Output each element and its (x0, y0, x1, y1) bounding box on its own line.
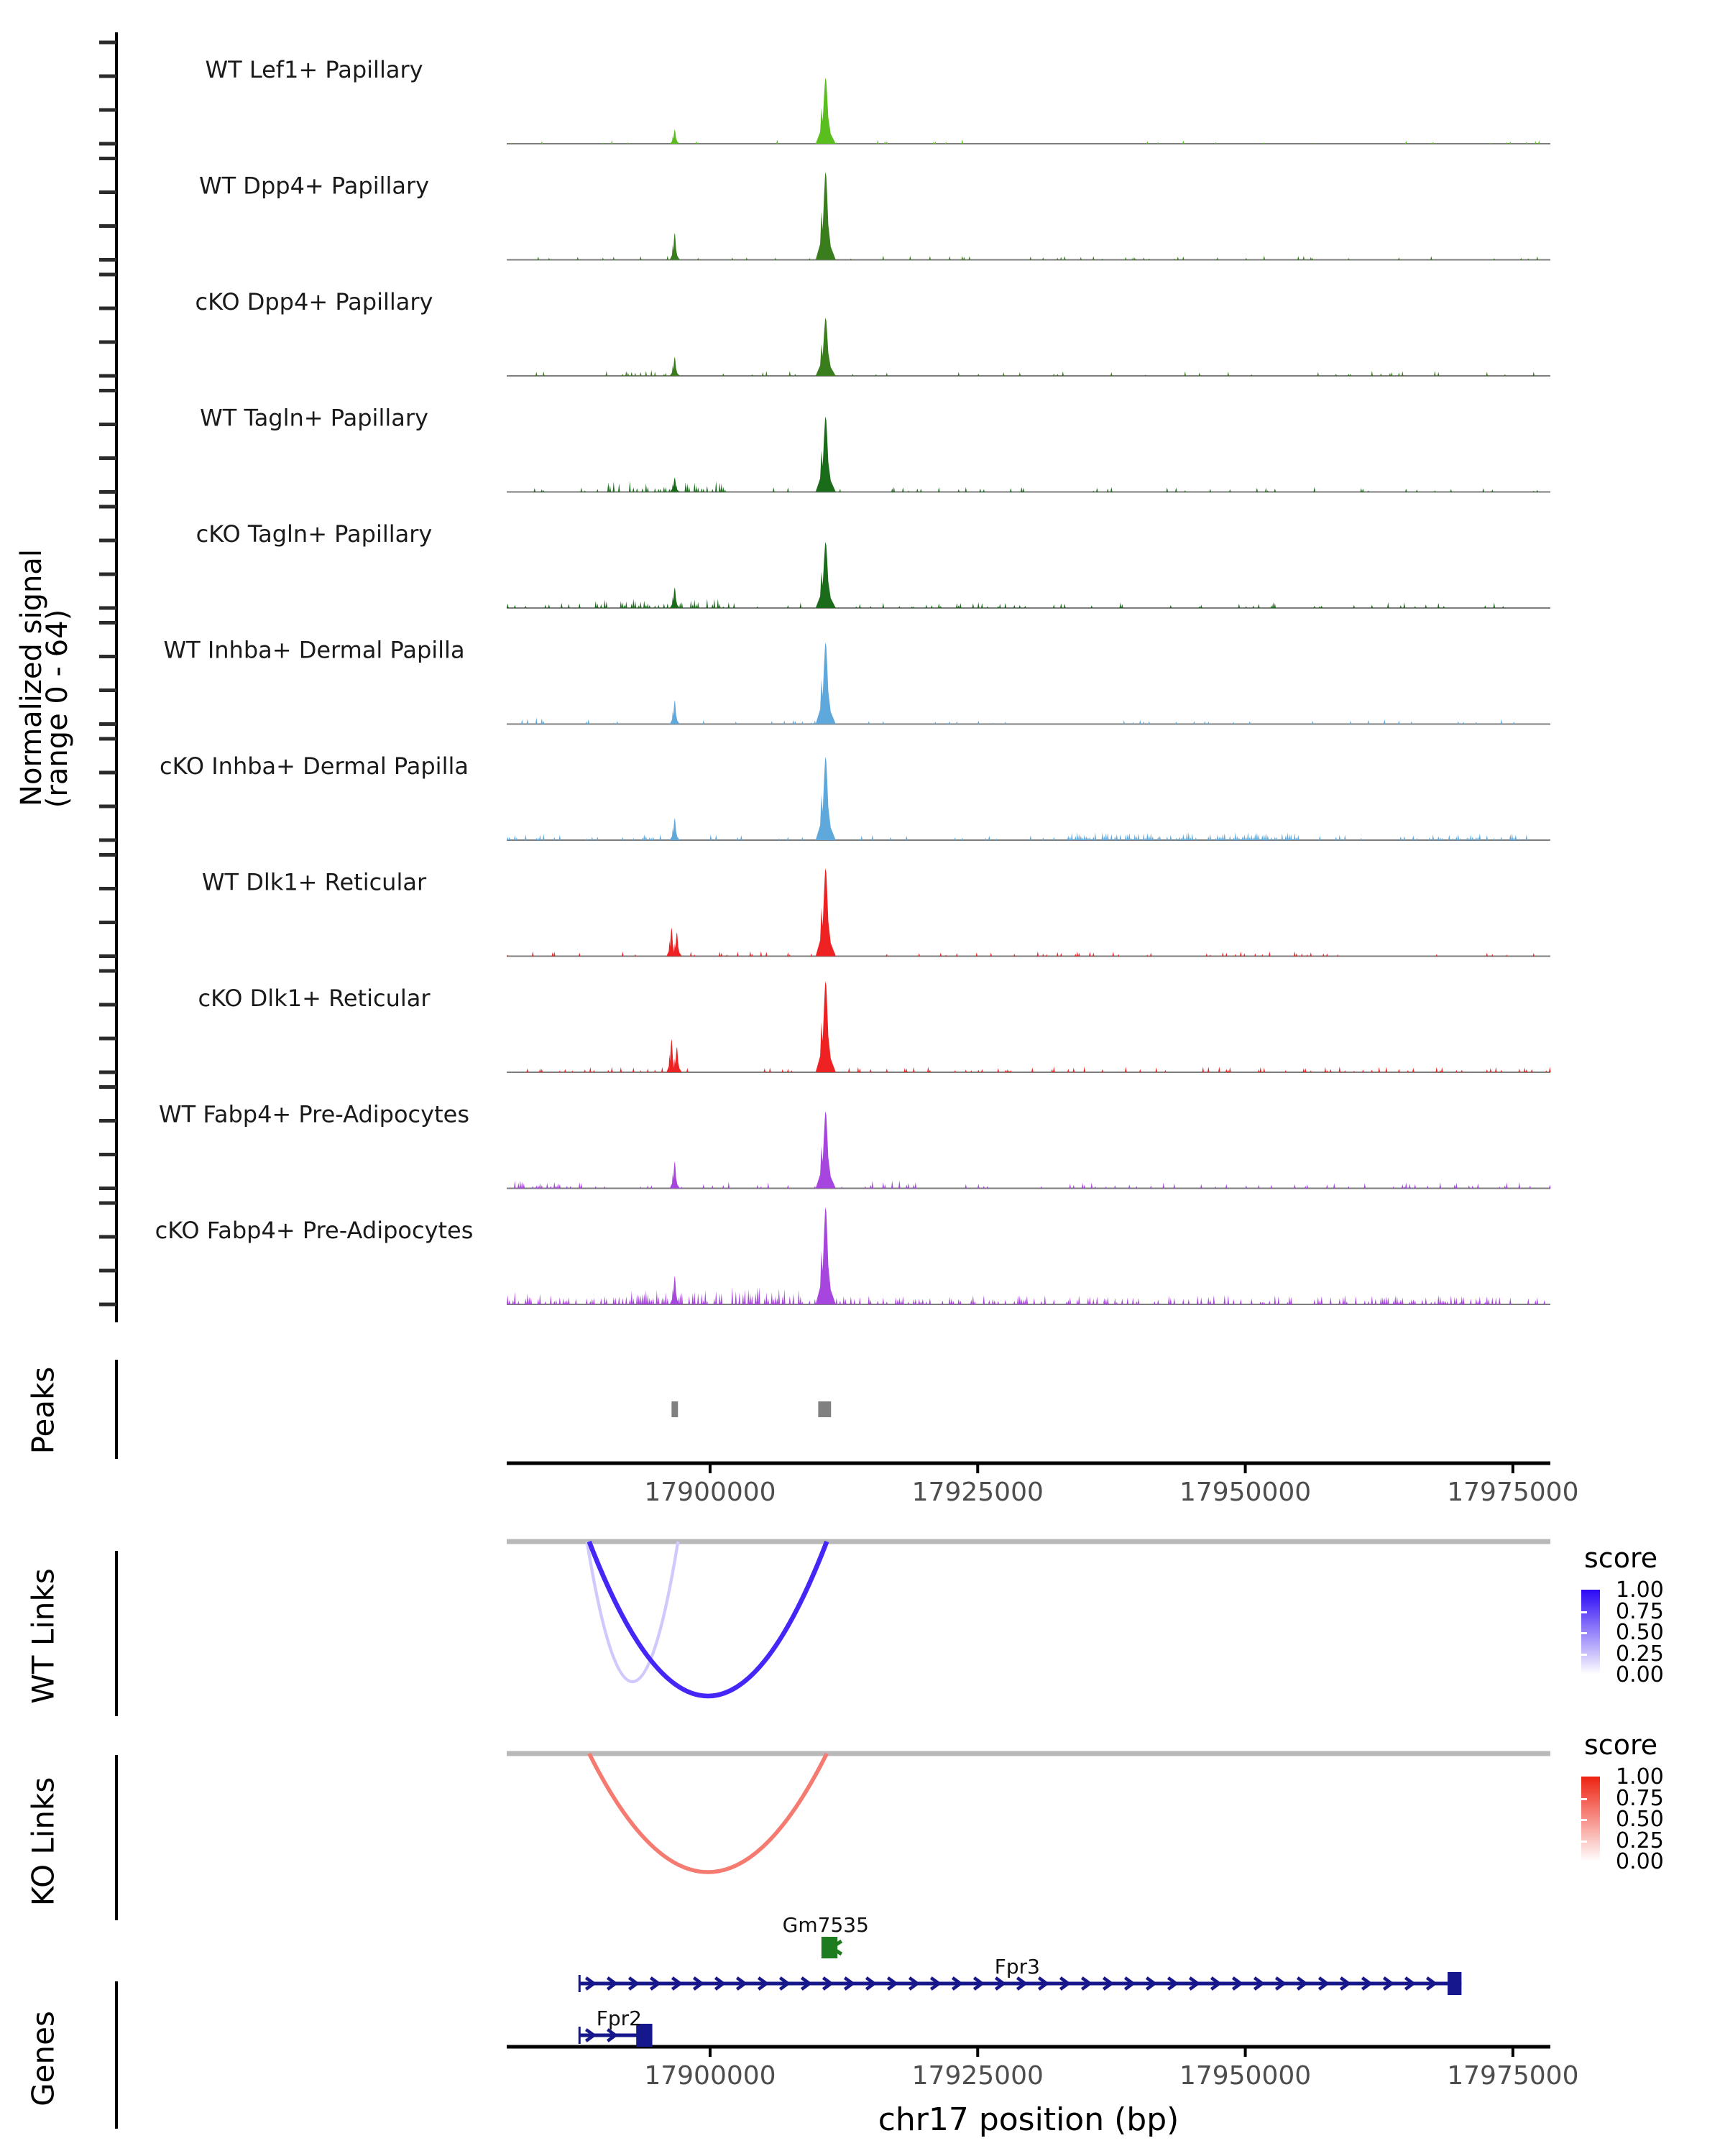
axis-tick-label: 17950000 (1179, 1478, 1312, 1507)
track-label: WT Fabp4+ Pre-Adipocytes (159, 1100, 469, 1128)
signal-track (155, 1207, 1550, 1304)
signal-noise (507, 1287, 1550, 1304)
ko-score-legend-title: score (1584, 1729, 1658, 1761)
signal-peak (816, 757, 836, 840)
signal-track (198, 981, 1550, 1072)
genes-track (579, 1913, 1461, 2047)
score-legend-tick-label: 0.75 (1616, 1598, 1664, 1624)
axis-tick-label: 17950000 (1179, 2061, 1312, 2091)
signal-peak (816, 78, 836, 144)
peaks-x-axis (507, 1463, 1578, 1507)
section-label-genes: Genes (25, 2011, 61, 2106)
signal-track (205, 56, 1550, 144)
gene-exon-box (1448, 1972, 1461, 1995)
wt-score-legend (1578, 1542, 1725, 1692)
track-label: WT Lef1+ Papillary (205, 56, 423, 83)
peak-interval-box (671, 1401, 678, 1417)
wt-score-gradient-bar (1581, 1590, 1600, 1674)
signal-peak (816, 1207, 836, 1304)
signal-peak (816, 642, 836, 724)
signal-track (160, 752, 1550, 840)
signal-noise (507, 370, 1550, 376)
signal-peak (670, 701, 680, 724)
wt-links-track (507, 1542, 1550, 1696)
score-legend-tick-label: 0.25 (1616, 1641, 1664, 1667)
signal-track (199, 172, 1550, 260)
gene (579, 2007, 652, 2047)
score-legend-tick-label: 0.00 (1616, 1662, 1664, 1687)
track-label: cKO Dpp4+ Papillary (195, 288, 433, 315)
signal-peak (816, 417, 836, 492)
link-arc (589, 1542, 827, 1696)
wt-score-legend-title: score (1584, 1542, 1658, 1574)
y-axis-label-line1: Normalized signal (15, 549, 48, 806)
link-arc (589, 1754, 827, 1872)
signal-track (163, 637, 1550, 724)
signal-track (196, 520, 1550, 608)
axis-tick-label: 17925000 (911, 2061, 1044, 2091)
signal-peak (816, 981, 836, 1072)
score-legend-tick-label: 0.00 (1616, 1849, 1664, 1874)
signal-noise (507, 482, 1550, 492)
signal-noise (507, 599, 1550, 608)
score-legend-tick-label: 1.00 (1616, 1764, 1664, 1789)
y-axis-label-line2: (range 0 - 64) (41, 609, 74, 808)
signal-noise (507, 832, 1550, 840)
peak-interval-box (818, 1401, 831, 1417)
signal-peak (670, 233, 680, 259)
signal-peak (670, 1161, 680, 1188)
signal-noise (507, 717, 1550, 724)
gene-name-label: Gm7535 (782, 1913, 869, 1937)
track-label: WT Dpp4+ Papillary (198, 172, 430, 200)
track-label: WT Tagln+ Papillary (200, 404, 428, 432)
signal-noise (507, 1181, 1551, 1189)
signal-noise (507, 952, 1550, 957)
signal-track (200, 405, 1550, 492)
axis-tick-label: 17925000 (911, 1478, 1044, 1507)
signal-peak (816, 868, 836, 957)
ko-score-legend (1578, 1729, 1725, 1879)
score-legend-tick-label: 0.50 (1616, 1807, 1664, 1832)
track-label: cKO Fabp4+ Pre-Adipocytes (155, 1217, 474, 1244)
score-legend-tick-label: 0.75 (1616, 1785, 1664, 1811)
ko-links-track (507, 1754, 1550, 1872)
section-label-wt-links: WT Links (25, 1568, 61, 1704)
gene-name-label: Fpr2 (596, 2007, 642, 2030)
section-label-ko-links: KO Links (25, 1777, 61, 1907)
track-label: cKO Dlk1+ Reticular (198, 985, 431, 1012)
axis-tick-label: 17975000 (1447, 2061, 1579, 2091)
gene (579, 1955, 1461, 1995)
bottom-x-axis (507, 2047, 1578, 2091)
link-arc (587, 1542, 678, 1682)
gene-name-label: Fpr3 (994, 1955, 1040, 1978)
track-label: WT Dlk1+ Reticular (201, 868, 427, 896)
axis-tick-label: 17975000 (1447, 1478, 1579, 1507)
signal-peak (670, 357, 680, 376)
signal-peak (816, 1111, 836, 1188)
peaks-track (671, 1401, 831, 1417)
track-label: WT Inhba+ Dermal Papilla (163, 636, 465, 664)
signal-peak (670, 818, 680, 840)
signal-noise (507, 1067, 1551, 1072)
score-legend-tick-label: 0.25 (1616, 1828, 1664, 1853)
signal-track (196, 288, 1550, 376)
signal-track (159, 1101, 1551, 1189)
signal-peak (816, 172, 836, 260)
score-legend-tick-label: 0.50 (1616, 1620, 1664, 1645)
score-legend-tick-label: 1.00 (1616, 1577, 1664, 1603)
axis-tick-label: 17900000 (644, 2061, 776, 2091)
signal-track (202, 868, 1550, 957)
signal-peak (816, 318, 836, 376)
track-label: cKO Inhba+ Dermal Papilla (160, 752, 469, 780)
signal-peak (670, 129, 680, 144)
track-label: cKO Tagln+ Papillary (196, 520, 433, 548)
signal-y-axis (99, 32, 116, 1322)
gene (783, 1913, 869, 1958)
x-axis-title: chr17 position (bp) (878, 2101, 1179, 2138)
signal-peak (816, 542, 836, 608)
ko-score-gradient-bar (1581, 1777, 1600, 1861)
signal-peak (670, 588, 680, 608)
axis-tick-label: 17900000 (644, 1478, 776, 1507)
section-label-peaks: Peaks (25, 1366, 61, 1455)
